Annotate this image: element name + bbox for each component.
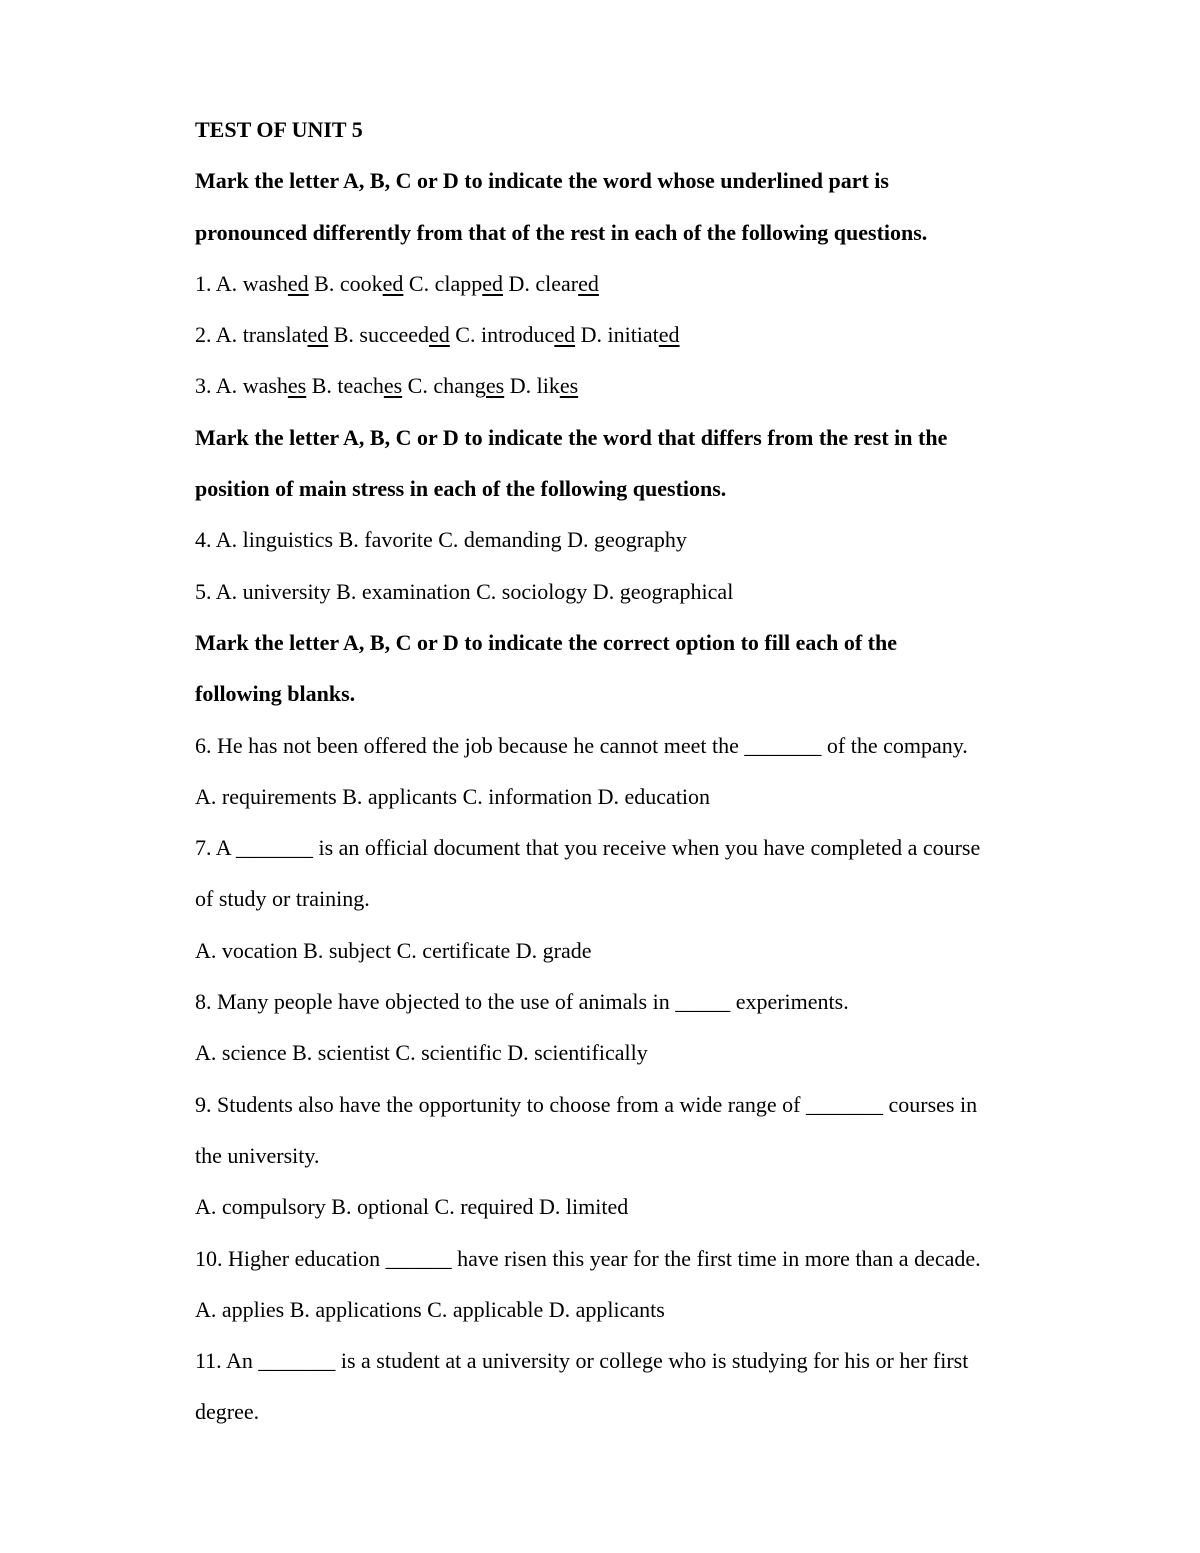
underlined-part: ed [287, 270, 309, 296]
question-number: 2. [195, 322, 212, 348]
question-6: 6. He has not been offered the job because he cannot meet the _______ of the company. [195, 732, 968, 758]
option-letter: B. [311, 373, 332, 399]
option-word: succeeded [359, 322, 450, 348]
question-6-options: A. requirements B. applicants C. information D. education [195, 783, 711, 809]
question-9-line2: the university. [195, 1142, 320, 1168]
underlined-part: es [559, 373, 579, 399]
section3-instruction-line2: following blanks. [195, 681, 356, 707]
underlined-part: ges [474, 373, 505, 399]
option-letter: B. [314, 270, 335, 296]
option-word: likes [536, 373, 579, 399]
option-word: clapped [434, 270, 503, 296]
question-10-options: A. applies B. applications C. applicable D. applicants [195, 1296, 665, 1322]
option-letter: A. [215, 322, 238, 348]
option-letter: D. [580, 322, 602, 348]
question-11-line2: degree. [195, 1399, 260, 1425]
question-8-options: A. science B. scientist C. scientific D. scientifically [195, 1040, 648, 1066]
option-word: washes [242, 373, 307, 399]
option-word: teaches [337, 373, 403, 399]
option-word: changes [433, 373, 505, 399]
underlined-part: ed [307, 322, 329, 348]
section3-instruction-line1: Mark the letter A, B, C or D to indicate the correct option to fill each of the [195, 629, 898, 655]
question-2 [195, 309, 1125, 360]
underlined-part: ed [429, 322, 450, 348]
question-7-line1: 7. A _______ is an official document that you receive when you have completed a course [195, 835, 981, 861]
question-10: 10. Higher education ______ have risen this year for the first time in more than a decade. [195, 1245, 981, 1271]
option-word: cleared [535, 270, 599, 296]
option-word: translated [242, 322, 329, 348]
option-letter: D. [508, 270, 530, 296]
section1-instruction-line1: Mark the letter A, B, C or D to indicate the word whose underlined part is [195, 168, 889, 194]
underlined-part: ed [578, 270, 599, 296]
section2-instruction-line2: position of main stress in each of the following questions. [195, 476, 727, 502]
underlined-part: es [287, 373, 307, 399]
question-9-line1: 9. Students also have the opportunity to choose from a wide range of _______ courses in [195, 1091, 978, 1117]
question-4: 4. A. linguistics B. favorite C. demanding D. geography [195, 527, 687, 553]
test-title: TEST OF UNIT 5 [195, 117, 363, 142]
option-letter: A. [215, 373, 238, 399]
question-8: 8. Many people have objected to the use of animals in _____ experiments. [195, 989, 849, 1015]
option-word: cooked [339, 270, 404, 296]
question-number: 1. [195, 270, 212, 296]
option-letter: C. [455, 322, 476, 348]
option-letter: A. [215, 270, 238, 296]
underlined-part: ed [382, 270, 404, 296]
question-7-line2: of study or training. [195, 886, 370, 912]
option-word: initiated [607, 322, 680, 348]
option-letter: B. [333, 322, 354, 348]
section1-instruction-line2: pronounced differently from that of the rest in each of the following questions. [195, 219, 928, 245]
question-9-options: A. compulsory B. optional C. required D. limited [195, 1194, 629, 1220]
option-word: washed [242, 270, 309, 296]
option-letter: C. [408, 270, 430, 296]
question-5: 5. A. university B. examination C. sociology D. geographical [195, 578, 734, 604]
question-3 [195, 360, 1125, 411]
underlined-part: ed [658, 322, 680, 348]
question-1 [195, 258, 1125, 309]
option-letter: D. [509, 373, 532, 399]
question-11-line1: 11. An _______ is a student at a university or college who is studying for his or her first [195, 1348, 969, 1374]
question-number: 3. [195, 373, 212, 399]
option-word: introduced [480, 322, 576, 348]
underlined-part: es [383, 373, 403, 399]
section2-instruction-line1: Mark the letter A, B, C or D to indicate the word that differs from the rest in the [195, 424, 948, 450]
document-page [195, 104, 1125, 1438]
question-7-options: A. vocation B. subject C. certificate D. grade [195, 937, 592, 963]
underlined-part: ed [482, 270, 503, 296]
option-letter: C. [407, 373, 428, 399]
underlined-part: ed [554, 322, 576, 348]
